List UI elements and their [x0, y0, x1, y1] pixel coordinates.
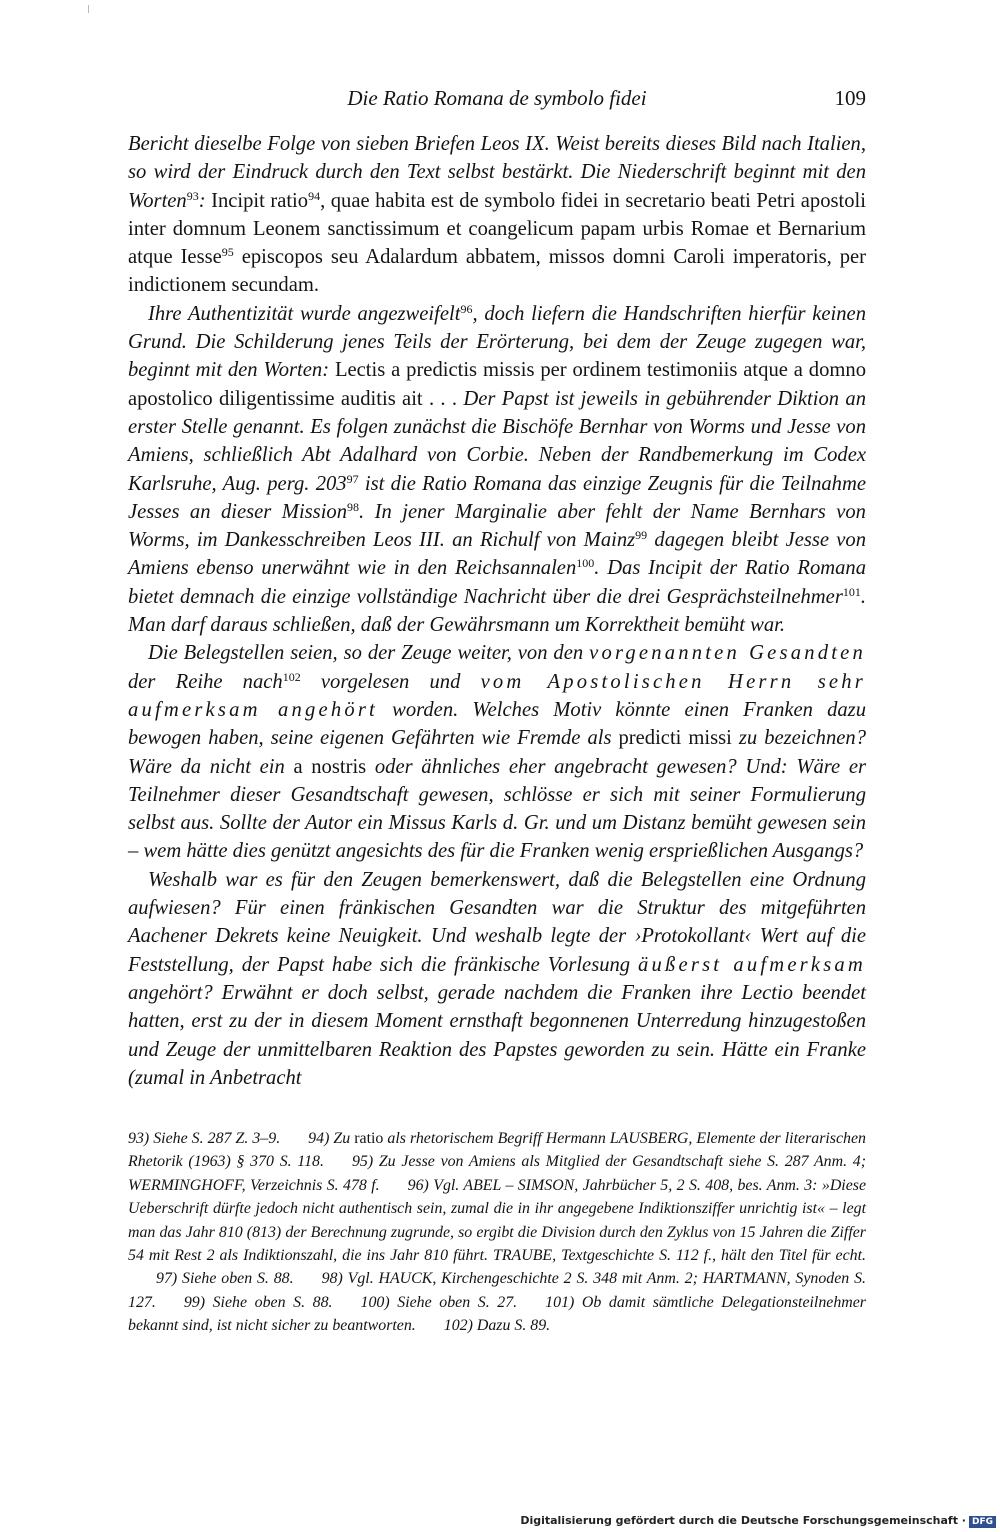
text-span: vorgenannten Gesandten [589, 642, 866, 665]
footnote-ref: 93 [186, 188, 199, 203]
paragraph [128, 300, 866, 640]
paragraph [128, 639, 866, 865]
running-title: Die Ratio Romana de symbolo fidei [347, 86, 647, 110]
footnote-text: ratio [354, 1130, 384, 1147]
text-span: . Man darf daraus schließen, daß der Gewährsmann um Korrektheit bemüht war. [128, 585, 866, 637]
dfg-logo: DFG [969, 1516, 996, 1528]
footnote-text: 100) Siehe oben S. 27. [360, 1293, 518, 1311]
footnote-text: 98) Vgl. HAUCK, Kirchengeschichte 2 S. 348 mit Anm. 2; HARTMANN, Synoden S. 127. [128, 1270, 866, 1311]
footnote-text: 102) Dazu S. 89. [443, 1317, 551, 1335]
footnote-text: 96) Vgl. ABEL – SIMSON, Jahrbücher 5, 2 S. 408, bes. Anm. 3: »Diese Ueberschrift dürfte jedoch nicht authentisch sein, zumal die in ihr angegebene Indiktionsziffer unrichtig ist« – legt man das Jahr 810 (813) der Berechnung zugrunde, so ergibt die Division durch den Zyklus von 15 Jahren die Ziffer 54 mit Rest 2 als Indiktionszahl, die ins Jahr 810 führt. TRAUBE, Textgeschichte S. 112 f., hält den Titel für echt. [128, 1176, 867, 1265]
text-span: . Das Incipit der Ratio Romana bietet demnach die einzige vollständige Nachricht über die drei Gesprächsteilnehmer [128, 557, 866, 608]
text-span: predicti missi [618, 727, 732, 750]
text-span: Ihre Authentizität wurde angezweifelt [148, 302, 461, 325]
text-span: Incipit ratio [211, 189, 309, 212]
text-span: Weshalb war es für den Zeugen bemerkenswert, daß die Belegstellen eine Ordnung aufwiesen? Für einen fränkischen Gesandten war die Struktur des mitgeführten Aachener Dekrets keine Neuigkeit. Und weshalb legte der ›Protokollant‹ Wert auf die Feststellung, der Papst habe sich die fränkische Vorlesung [128, 868, 866, 976]
digitization-footer [520, 1514, 996, 1528]
footer-text: Digitalisierung gefördert durch die Deutsche Forschungsgemeinschaft · [520, 1514, 966, 1527]
footnote-ref: 100 [576, 556, 595, 571]
footnote-text: 99) Siehe oben S. 88. [183, 1293, 333, 1311]
text-span: , doch liefern die Handschriften hierfür keinen Grund. Die Schilderung jenes Teils der Erörterung, bei dem der Zeuge zugegen war, beginnt mit den Worten: [128, 302, 866, 382]
footnote-ref: 95 [221, 245, 234, 260]
footnote-ref: 101 [842, 584, 861, 599]
text-span: Bericht dieselbe Folge von sieben Briefen Leos IX. Weist bereits dieses Bild nach Italien, so wird der Eindruck durch den Text selbst bestärkt. Die Niederschrift beginnt mit den Worten [128, 133, 866, 212]
footnote-ref: 97 [346, 471, 359, 486]
footnote-ref: 99 [635, 528, 648, 543]
footnote-text: 97) Siehe oben S. 88. [156, 1270, 294, 1288]
running-header [128, 86, 866, 116]
text-span: : [198, 189, 212, 212]
text-span: ist die Ratio Romana das einzige Zeugnis für die Teilnahme Jesses an dieser Mission [128, 472, 866, 523]
text-span: , quae habita est de symbolo fidei in secretario beati Petri apostoli inter domnum Leonem sanctissimum et coangelicum papam urbis Romae et Bernarium atque Iesse [128, 189, 866, 269]
text-span: äußerst aufmerksam [638, 953, 866, 976]
text-span: der Reihe nach [128, 670, 283, 693]
footnote-ref: 96 [460, 301, 473, 316]
text-span: Die Belegstellen seien, so der Zeuge weiter, von den [148, 642, 590, 665]
text-span: episcopos seu Adalardum abbatem, missos domni Caroli imperatoris, per indictionem secundam. [128, 246, 866, 297]
text-span: Der Papst ist jeweils in gebührender Diktion an erster Stelle genannt. Es folgen zunächst die Bischöfe Bernhar von Worms und Jesse von Amiens, schließlich Abt Adalhard von Corbie. Neben der Randbemerkung im Codex Karlsruhe, Aug. perg. 203 [128, 387, 866, 495]
text-span: a nostris [293, 755, 367, 778]
text-span: angehört? Erwähnt er doch selbst, gerade nachdem die Franken ihre Lectio beendet hatten, erst zu der in diesem Moment ernsthaft begonnenen Unterredung hinzugestoßen und Zeuge der unmittelbaren Reaktion des Papstes geworden zu sein. Hätte ein Franke (zumal in Anbetracht [128, 981, 866, 1089]
footnote-text: 93) Siehe S. 287 Z. 3–9. [128, 1130, 281, 1147]
text-span: vorgelesen und [300, 670, 481, 693]
footnote-text: 95) Zu Jesse von Amiens als Mitglied der Gesandtschaft siehe S. 287 Anm. 4; WERMINGHOFF, Verzeichnis S. 478 f. [128, 1153, 867, 1194]
footnote-block [128, 1127, 866, 1338]
paragraph [128, 866, 866, 1092]
text-span: oder ähnliches eher angebracht gewesen? Und: Wäre er Teilnehmer dieser Gesandtschaft gewesen, schlösse er sich mit seiner Formulierung selbst aus. Sollte der Autor ein Missus Karls d. Gr. und um Distanz bemüht gewesen sein – wem hätte dies genützt angesichts des für die Franken wenig ersprießlichen Ausgangs? [128, 755, 866, 863]
text-span: worden. Welches Motiv könnte einen Franken dazu bewogen haben, seine eigenen Gefährten wie Fremde als [128, 698, 866, 750]
text-span: . In jener Marginalie aber fehlt der Name Bernhars von Worms, im Dankesschreiben Leos III. an Richulf von Mainz [128, 500, 866, 552]
footnotes [128, 1127, 866, 1338]
scan-mark [88, 5, 89, 13]
text-span: dagegen bleibt Jesse von Amiens ebenso unerwähnt wie in den Reichsannalen [128, 529, 866, 580]
text-span: vom Apostolischen Herrn sehr aufmerksam angehört [128, 670, 866, 721]
body-text [128, 130, 866, 1092]
footnote-text: 101) Ob damit sämtliche Delegationsteilnehmer bekannt sind, ist nicht sicher zu beantworten. [128, 1293, 866, 1335]
text-span: zu bezeichnen? Wäre da nicht ein [128, 727, 866, 778]
footnote-text: 94) Zu [308, 1130, 355, 1147]
footnote-ref: 98 [347, 499, 360, 514]
footnote-ref: 102 [282, 669, 301, 684]
footnote-text: als rhetorischem Begriff Hermann LAUSBERG, Elemente der literarischen Rhetorik (1963) § 370 S. 118. [128, 1130, 866, 1171]
footnote-ref: 94 [308, 188, 321, 203]
paragraph [128, 130, 866, 300]
page-number: 109 [834, 86, 866, 110]
text-span: Lectis a predictis missis per ordinem testimoniis atque a domno apostolico diligentissime auditis ait . . . [128, 359, 866, 410]
